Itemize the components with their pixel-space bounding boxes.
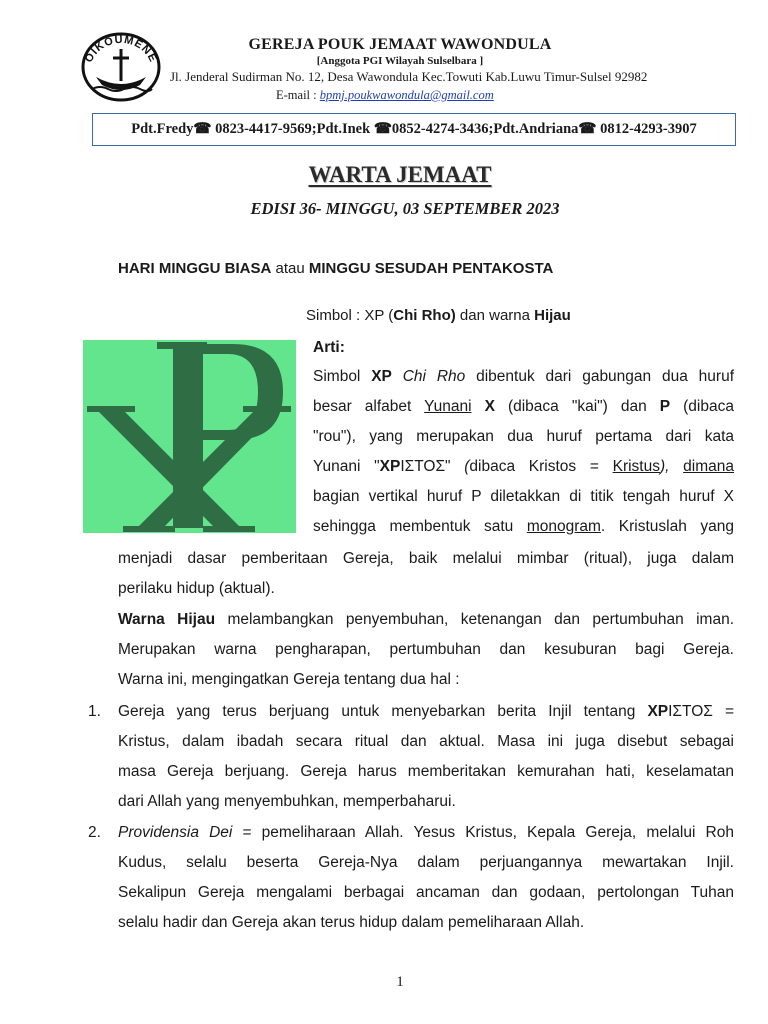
oikoumene-logo xyxy=(80,31,162,103)
pastor-phone: 0823-4417-9569; xyxy=(211,121,317,137)
pastor-name: Pdt.Inek xyxy=(316,121,374,137)
body-line: Merupakan warna pengharapan, pertumbuhan dan kesuburan bagi Gereja. xyxy=(118,641,734,658)
chi-rho-image xyxy=(83,340,296,533)
list-number: 2. xyxy=(88,824,101,841)
body-line: menjadi dasar pemberitaan Gereja, baik melalui mimbar (ritual), juga dalam xyxy=(118,550,734,567)
body-line: sehingga membentuk satu monogram. Kristuslah yang xyxy=(313,518,734,535)
subtitle-part: atau xyxy=(271,260,309,277)
email-label: E-mail : xyxy=(276,88,320,102)
list-number: 1. xyxy=(88,703,101,720)
pastor-phone: 0812-4293-3907 xyxy=(596,121,697,137)
symbol-name: Chi Rho) xyxy=(393,307,456,324)
pastor-name: Pdt.Andriana xyxy=(493,121,579,137)
membership-note: [Anggota PGI Wilayah Sulselbara ] xyxy=(316,55,484,67)
symbol-line xyxy=(306,307,571,324)
symbol-prefix: Simbol : XP ( xyxy=(306,307,394,324)
body-line: perilaku hidup (aktual). xyxy=(118,580,275,597)
church-name: GEREJA POUK JEMAAT WAWONDULA xyxy=(248,36,552,53)
body-line: Warna Hijau melambangkan penyembuhan, ketenangan dan pertumbuhan iman. xyxy=(118,611,735,628)
list-line: dari Allah yang menyembuhkan, memperbaharui. xyxy=(118,793,456,810)
symbol-color: Hijau xyxy=(534,307,571,324)
body-line: "rou"), yang merupakan dua huruf pertama dari kata xyxy=(313,428,734,445)
phone-icon: ☎ xyxy=(193,121,212,137)
phone-icon: ☎ xyxy=(578,121,597,137)
pastor-name: Pdt.Fredy xyxy=(131,121,194,137)
liturgical-subtitle xyxy=(118,260,553,277)
list-line: selalu hadir dan Gereja akan terus hidup dalam pemeliharaan Allah. xyxy=(118,914,585,931)
page-title: WARTA JEMAAT xyxy=(308,162,492,187)
email-line xyxy=(276,88,494,103)
body-line: bagian vertikal huruf P diletakkan di titik tengah huruf X xyxy=(313,488,734,505)
arti-heading: Arti: xyxy=(313,339,345,356)
subtitle-part: HARI MINGGU BIASA xyxy=(118,260,272,277)
list-line: Sekalipun Gereja mengalami berbagai ancaman dan godaan, pertolongan Tuhan xyxy=(118,884,734,901)
symbol-middle: dan warna xyxy=(455,307,535,324)
body-line: Warna ini, mengingatkan Gereja tentang dua hal : xyxy=(118,671,460,688)
list-line: Gereja yang terus berjuang untuk menyebarkan berita Injil tentang XPΙΣΤΟΣ = xyxy=(118,703,734,720)
list-line: Kristus, dalam ibadah secara ritual dan aktual. Masa ini juga disebut sebagai xyxy=(118,733,734,750)
page-number: 1 xyxy=(396,974,404,990)
subtitle-part: MINGGU SESUDAH PENTAKOSTA xyxy=(308,260,554,277)
phone-icon: ☎ xyxy=(373,121,392,137)
list-line: masa Gereja berjuang. Gereja harus memberitakan kemurahan hati, keselamatan xyxy=(118,763,734,780)
logo-text: OIKOUMENE xyxy=(82,33,160,65)
list-line: Kudus, selalu beserta Gereja-Nya dalam perjuangannya mewartakan Injil. xyxy=(118,854,734,871)
email-link[interactable]: bpmj.poukwawondula@gmail.com xyxy=(319,88,494,102)
edition-line: EDISI 36- MINGGU, 03 SEPTEMBER 2023 xyxy=(250,199,560,218)
church-address: Jl. Jenderal Sudirman No. 12, Desa Wawondula Kec.Towuti Kab.Luwu Timur-Sulsel 92982 xyxy=(170,69,648,84)
pastor-contacts xyxy=(92,113,736,146)
body-line: Simbol XP Chi Rho dibentuk dari gabungan dua huruf xyxy=(313,368,735,385)
body-line: Yunani "XPΙΣΤΟΣ" (dibaca Kristos = Kristus), dimana xyxy=(313,458,734,475)
pastor-phone: 0852-4274-3436; xyxy=(391,121,494,137)
list-line: Providensia Dei = pemeliharaan Allah. Yesus Kristus, Kepala Gereja, melalui Roh xyxy=(118,824,734,841)
body-line: besar alfabet Yunani X (dibaca "kai") dan P (dibaca xyxy=(313,398,734,415)
